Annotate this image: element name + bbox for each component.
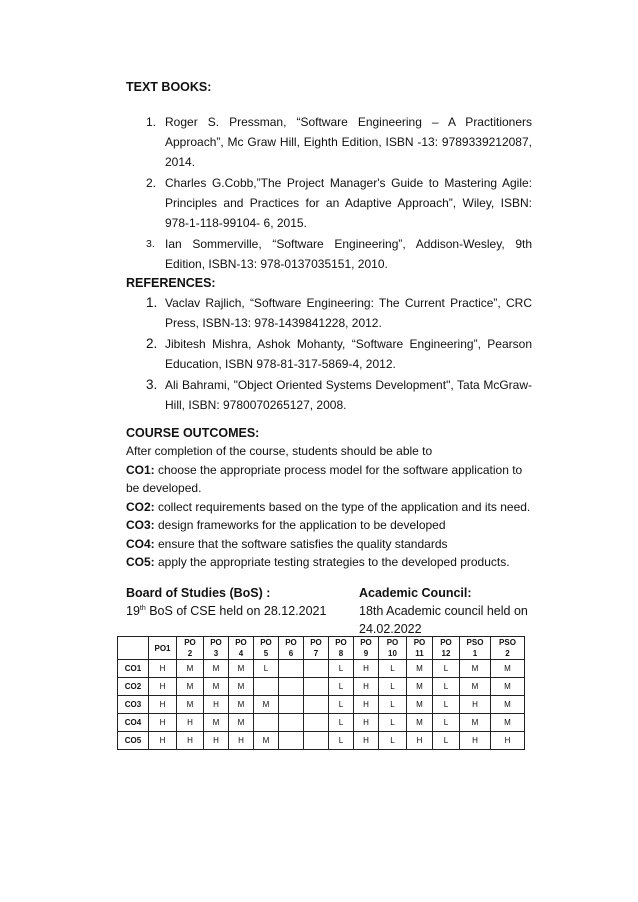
bos-suffix: th (139, 604, 146, 612)
table-header-cell: PO (329, 637, 354, 649)
table-header-cell: 11 (407, 648, 433, 660)
table-header-cell: PO (354, 637, 379, 649)
table-cell: M (204, 660, 229, 678)
table-header-cell: 9 (354, 648, 379, 660)
table-cell: M (177, 696, 204, 714)
table-header-cell: 10 (379, 648, 407, 660)
academic-council-heading: Academic Council: (359, 586, 472, 600)
table-cell (254, 678, 279, 696)
item-text: Ali Bahrami, "Object Oriented Systems Development", Tata McGraw-Hill, ISBN: 9780070265127, 2008. (165, 378, 532, 412)
outcome-code: CO4: (126, 536, 155, 551)
table-cell: L (379, 696, 407, 714)
item-number: 1. (146, 295, 158, 310)
outcome-text: collect requirements based on the type of the application and its need. (154, 499, 531, 514)
table-cell: L (433, 732, 460, 750)
item-number: 3. (146, 377, 158, 392)
table-cell: H (354, 696, 379, 714)
table-cell: M (491, 660, 525, 678)
table-cell (304, 678, 329, 696)
table-header-cell: PO (304, 637, 329, 649)
table-header-cell: PO (229, 637, 254, 649)
table-row (118, 714, 525, 732)
list-item (126, 498, 536, 517)
table-cell: H (149, 678, 177, 696)
table-header-cell: 6 (279, 648, 304, 660)
table-cell: M (460, 678, 491, 696)
table-header-cell: 8 (329, 648, 354, 660)
item-number: 3. (146, 238, 155, 250)
item-text: Vaclav Rajlich, “Software Engineering: The Current Practice”, CRC Press, ISBN-13: 978-1439841228, 2012. (165, 296, 532, 330)
table-header-cell: PO (254, 637, 279, 649)
table-cell (279, 696, 304, 714)
table-cell: M (229, 678, 254, 696)
table-cell: L (329, 678, 354, 696)
table-header-cell: PO (177, 637, 204, 649)
table-header-cell: PO (433, 637, 460, 649)
academic-council-line1: 18th Academic council held on (359, 604, 528, 618)
table-header-cell: PO (204, 637, 229, 649)
table-header-cell: 4 (229, 648, 254, 660)
table-cell: M (229, 660, 254, 678)
table-cell: H (460, 696, 491, 714)
table-cell: M (229, 714, 254, 732)
list-item (146, 334, 532, 374)
course-outcomes-body (126, 442, 536, 572)
table-row (118, 660, 525, 678)
table-header-cell: 1 (460, 648, 491, 660)
references-list (146, 293, 532, 415)
table-cell: M (460, 714, 491, 732)
table-cell: H (204, 696, 229, 714)
outcome-text: apply the appropriate testing strategies to the developed products. (154, 555, 510, 569)
table-cell: M (254, 696, 279, 714)
table-header-cell: 7 (304, 648, 329, 660)
table-cell (279, 714, 304, 732)
table-cell: M (177, 660, 204, 678)
table-cell: H (149, 660, 177, 678)
item-text: Charles G.Cobb,”The Project Manager's Guide to Mastering Agile: Principles and Practices for an Adaptive Approach”, Wiley, ISBN: 978-1-118-99104- 6, 2015. (165, 176, 532, 230)
list-item (126, 535, 536, 554)
table-header-cell (118, 637, 149, 660)
table-cell: M (407, 696, 433, 714)
table-row-label: CO1 (118, 660, 149, 678)
table-cell: L (379, 732, 407, 750)
list-item (126, 461, 536, 498)
table-cell: M (491, 678, 525, 696)
table-cell: L (433, 696, 460, 714)
bos-detail: BoS of CSE held on 28.12.2021 (145, 604, 327, 618)
table-cell: H (407, 732, 433, 750)
course-outcomes-heading: COURSE OUTCOMES: (126, 426, 260, 440)
item-text: Ian Sommerville, “Software Engineering”, Addison-Wesley, 9th Edition, ISBN-13: 978-0137035151, 2010. (165, 237, 532, 271)
table-cell: L (254, 660, 279, 678)
bos-number: 19 (126, 604, 140, 618)
table-cell (304, 714, 329, 732)
table-header-row (118, 637, 525, 649)
table-cell: M (204, 678, 229, 696)
table-cell (304, 660, 329, 678)
table-cell: M (254, 732, 279, 750)
outcome-text: ensure that the software satisfies the quality standards (154, 536, 448, 551)
list-item (146, 375, 532, 415)
table-header-cell: 12 (433, 648, 460, 660)
table-cell: M (229, 696, 254, 714)
table-header-cell: PSO (491, 637, 525, 649)
table-cell: H (149, 732, 177, 750)
table-cell: L (379, 714, 407, 732)
text-books-heading: TEXT BOOKS: (126, 80, 212, 94)
text-books-list (146, 112, 532, 274)
table-cell: H (491, 732, 525, 750)
table-cell: H (354, 714, 379, 732)
table-header-row (118, 648, 525, 660)
table-cell: L (379, 678, 407, 696)
table-cell (279, 678, 304, 696)
table-cell: L (329, 714, 354, 732)
list-item (146, 112, 532, 172)
table-cell: M (407, 678, 433, 696)
table-header-cell: 5 (254, 648, 279, 660)
table-cell (254, 714, 279, 732)
table-header-cell: 2 (177, 648, 204, 660)
table-cell: L (379, 660, 407, 678)
course-outcomes-intro: After completion of the course, students should be able to (126, 444, 433, 458)
table-header-cell: 2 (491, 648, 525, 660)
item-text: Jibitesh Mishra, Ashok Mohanty, “Software Engineering”, Pearson Education, ISBN 978-81-317-5869-4, 2012. (165, 337, 532, 371)
table-cell: H (204, 732, 229, 750)
table-row-label: CO4 (118, 714, 149, 732)
list-item (126, 516, 536, 535)
table-cell (279, 732, 304, 750)
table-body (118, 660, 525, 750)
outcome-code: CO3: (126, 518, 155, 532)
table-cell: H (177, 714, 204, 732)
bos-text (126, 604, 326, 618)
list-item (146, 234, 532, 274)
table-cell: H (177, 732, 204, 750)
table-cell: M (491, 696, 525, 714)
table-cell: L (329, 696, 354, 714)
table-cell: M (204, 714, 229, 732)
table-cell: H (460, 732, 491, 750)
table-cell: L (329, 732, 354, 750)
table-header-cell: PO (279, 637, 304, 649)
item-number: 2. (146, 176, 157, 190)
table-cell (304, 732, 329, 750)
item-number: 2. (146, 336, 158, 351)
outcome-text: design frameworks for the application to be developed (154, 518, 446, 532)
table-header-cell: 3 (204, 648, 229, 660)
outcome-code: CO5: (126, 555, 155, 569)
list-item (126, 553, 536, 572)
table-cell: H (354, 732, 379, 750)
table-cell: M (407, 660, 433, 678)
table-row-label: CO2 (118, 678, 149, 696)
table-cell: H (149, 696, 177, 714)
table-row-label: CO5 (118, 732, 149, 750)
table-header-cell: PO (407, 637, 433, 649)
table-header-cell: PO1 (149, 637, 177, 660)
co-po-mapping-table (117, 636, 525, 750)
list-item (146, 293, 532, 333)
outcome-code: CO1: (126, 462, 155, 477)
table-cell (279, 660, 304, 678)
table-cell: H (229, 732, 254, 750)
table-cell: L (433, 660, 460, 678)
table-cell: M (491, 714, 525, 732)
outcome-code: CO2: (126, 499, 155, 514)
item-number: 1. (146, 115, 157, 129)
table-cell: H (149, 714, 177, 732)
table-cell: M (460, 660, 491, 678)
list-item (146, 173, 532, 233)
table-cell: H (354, 678, 379, 696)
table-row (118, 732, 525, 750)
table-cell: M (177, 678, 204, 696)
table-row (118, 678, 525, 696)
academic-council-line2: 24.02.2022 (359, 622, 422, 636)
table-header-cell: PSO (460, 637, 491, 649)
table-cell: L (433, 714, 460, 732)
outcome-text: choose the appropriate process model for the software application to be developed. (126, 462, 523, 495)
table-cell (304, 696, 329, 714)
table-cell: L (329, 660, 354, 678)
table-cell: L (433, 678, 460, 696)
table-row (118, 696, 525, 714)
references-heading: REFERENCES: (126, 276, 216, 290)
table-cell: H (354, 660, 379, 678)
item-text: Roger S. Pressman, “Software Engineering – A Practitioners Approach”, Mc Graw Hill, Eighth Edition, ISBN -13: 9789339212087, 2014. (165, 115, 532, 169)
table-row-label: CO3 (118, 696, 149, 714)
table-cell: M (407, 714, 433, 732)
bos-heading: Board of Studies (BoS) : (126, 586, 271, 600)
table-header-cell: PO (379, 637, 407, 649)
